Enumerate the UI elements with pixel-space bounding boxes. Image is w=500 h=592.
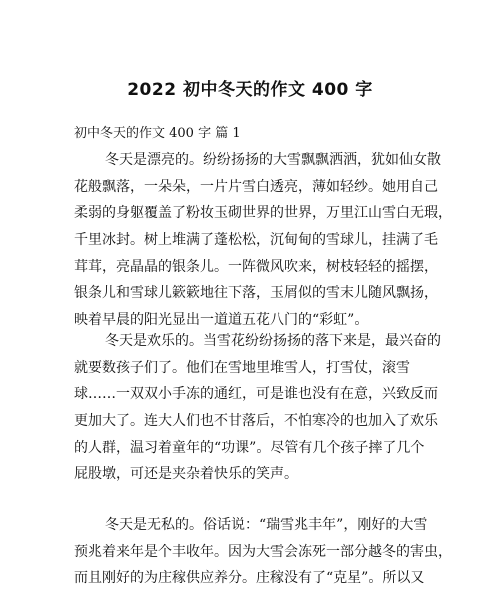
text-line: 茸茸，亮晶晶的银条儿。一阵微风吹来，树枝轻轻的摇摆，: [74, 258, 438, 275]
text-line: 球……一双双小手冻的通红，可是谁也没有在意，兴致反而: [74, 386, 438, 403]
text-line: 柔弱的身躯覆盖了粉妆玉砌世界的世界，万里江山雪白无瑕，: [74, 205, 452, 222]
text-line: 映着早晨的阳光显出一道道五花八门的“彩虹”。: [74, 312, 369, 329]
text-line: 屁股墩，可还是夹杂着快乐的笑声。: [74, 466, 298, 483]
text-line: 冬天是欢乐的。当雪花纷纷扬扬的落下来是，最兴奋的: [105, 333, 441, 349]
text-line: 冬天是无私的。俗话说：“瑞雪兆丰年”，刚好的大雪: [105, 517, 428, 533]
text-line: 更加大了。连大人们也不甘落后，不怕寒冷的也加入了欢乐: [74, 413, 438, 430]
text-line: 花般飘落，一朵朵，一片片雪白透亮，薄如轻纱。她用自己: [74, 178, 438, 195]
essay-heading: 初中冬天的作文 400 字 篇 1: [74, 126, 241, 141]
text-line: 的人群，温习着童年的“功课”。尽管有几个孩子摔了几个: [74, 439, 425, 456]
text-line: 就要数孩子们了。他们在雪地里堆雪人，打雪仗，滚雪: [74, 359, 410, 376]
text-line: 千里冰封。树上堆满了蓬松松，沉甸甸的雪球儿，挂满了毛: [74, 232, 438, 249]
paragraph-3: [74, 512, 452, 592]
page-title: 2022 初中冬天的作文 400 字: [127, 80, 373, 100]
text-line: 银条儿和雪球儿簌簌地往下落，玉屑似的雪末儿随风飘扬，: [74, 285, 438, 302]
text-line: 冬天是漂亮的。纷纷扬扬的大雪飘飘洒洒，犹如仙女散: [105, 152, 441, 168]
paragraph-2: [74, 328, 441, 488]
paragraph-1: [74, 147, 452, 334]
text-line: 预兆着来年是个丰收年。因为大雪会冻死一部分越冬的害虫，: [74, 543, 452, 560]
text-line: 而且刚好的为庄稼供应养分。庄稼没有了“克星”。所以又: [74, 570, 425, 587]
